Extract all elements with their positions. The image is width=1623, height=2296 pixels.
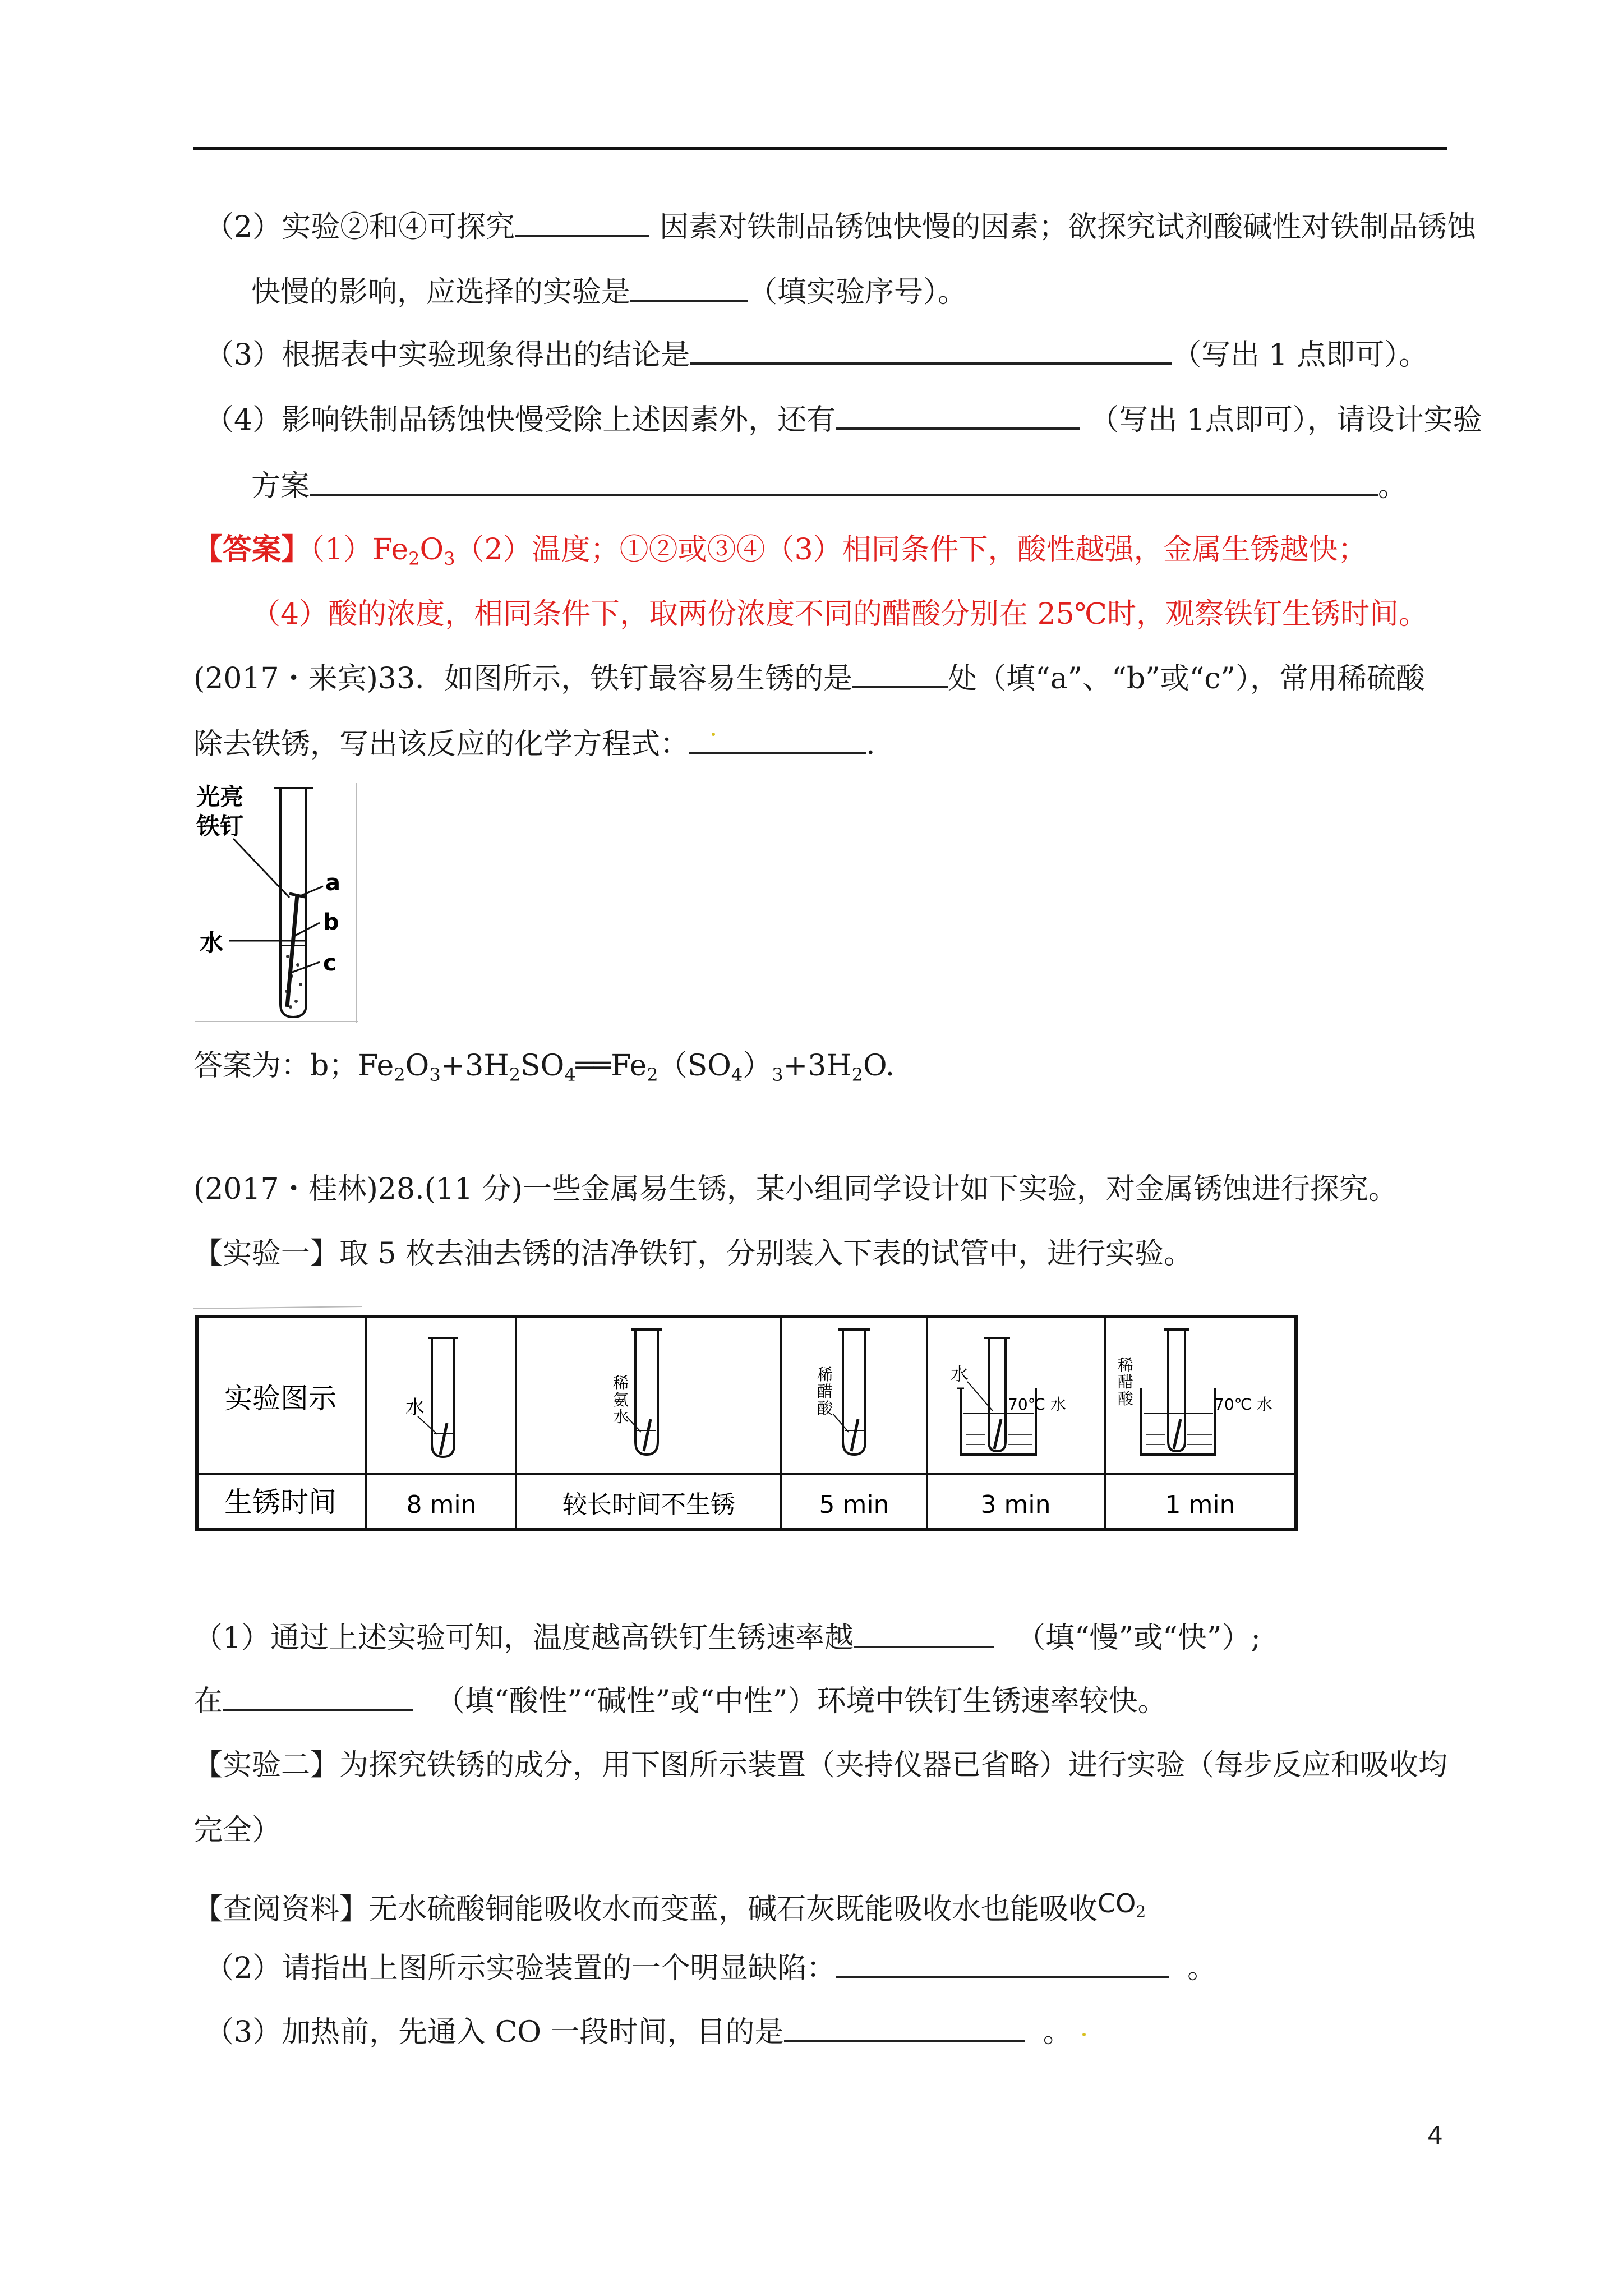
exp2-line2: 完全） [193,1814,282,1847]
laibin-line2: 除去铁锈，写出该反应的化学方程式： . [193,725,875,764]
speck [1082,2033,1086,2036]
answer-blank[interactable] [690,335,1172,365]
table-header-figures: 实验图示 [224,1382,336,1415]
answer-blank[interactable] [784,2013,1025,2042]
page-number: 4 [1427,2122,1443,2150]
table-header-time: 生锈时间 [224,1486,336,1519]
time-cell: 8 min [406,1490,477,1519]
guilin-q1-line2: 在 （填“酸性”“碱性”或“中性”）环境中铁钉生锈速率较快。 [193,1682,1167,1721]
svg-text:水: 水 [951,1363,969,1384]
svg-text:酸: 酸 [1118,1389,1134,1408]
label-nail: 铁钉 [196,812,244,840]
guilin-line1: (2017・桂林)28.(11 分)一些金属易生锈，某小组同学设计如下实验，对金属锈蚀进行探究。 [193,1172,1398,1206]
svg-text:稀: 稀 [613,1374,629,1392]
svg-text:水: 水 [613,1407,629,1426]
q2-line2: 快慢的影响，应选择的实验是 （填实验序号）。 [251,273,967,312]
label-water: 水 [200,929,224,956]
guilin-q1-line1: （1）通过上述实验可知，温度越高铁钉生锈速率越 （填“慢”或“快”）; [193,1618,1261,1658]
experiment-table [193,1304,1301,1540]
svg-text:水: 水 [405,1396,425,1419]
header-rule [193,147,1447,150]
svg-text:氨: 氨 [613,1391,629,1409]
speck [712,733,715,736]
answer-line1: 【答案】$(1)Fe_2O_3(2)$温度；①②或③④（3）相同条件下，酸性越强，金属生锈越快； [193,532,1367,569]
svg-text:醋: 醋 [1118,1373,1134,1391]
laibin-answer: 答案为：b；$Fe_2O_3+3H_2SO_4══Fe_2(SO_4)_3+3H_2O$. [193,1049,895,1085]
q4-line2: 方案 。 [251,467,1407,506]
answer-blank[interactable] [630,273,748,302]
label-c: c [323,950,336,976]
time-cell: 1 min [1165,1490,1235,1519]
answer-blank[interactable] [515,208,649,237]
svg-text:酸: 酸 [817,1399,833,1418]
laibin-line1: (2017・来宾)33．如图所示，铁钉最容易生锈的是 处（填“a”、“b”或“c”），常用稀硫酸 [193,659,1425,698]
svg-text:醋: 醋 [817,1382,833,1401]
answer-blank[interactable] [854,1619,994,1648]
guilin-q3-line: （3）加热前，先通入 CO 一段时间，目的是 。 [205,2013,1086,2052]
answer-blank[interactable] [836,1949,1169,1978]
guilin-q2-line: （2）请指出上图所示实验装置的一个明显缺陷： 。 [205,1949,1216,1988]
svg-text:稀: 稀 [1118,1356,1134,1374]
answer-blank[interactable] [310,467,1378,496]
time-cell: 5 min [819,1490,889,1519]
q4-line1: （4）影响铁制品锈蚀快慢受除上述因素外，还有 （写出 1点即可），请设计实验 [205,401,1482,440]
svg-text:70℃ 水: 70℃ 水 [1008,1395,1066,1414]
svg-text:稀: 稀 [817,1365,833,1384]
answer-blank[interactable] [836,401,1080,430]
reference-line: 【查阅资料】无水硫酸铜能吸收水而变蓝，碱石灰既能吸收水也能吸收CO2 [193,1888,1146,1926]
svg-text:70℃ 水: 70℃ 水 [1214,1395,1272,1414]
time-cell: 3 min [980,1490,1051,1519]
label-bright: 光亮 [196,783,244,811]
label-b: b [323,909,339,935]
answer-blank[interactable] [689,725,866,754]
answer-blank[interactable] [223,1682,413,1711]
guilin-exp1: 【实验一】取 5 枚去油去锈的洁净铁钉，分别装入下表的试管中，进行实验。 [193,1237,1193,1271]
q3-line: （3）根据表中实验现象得出的结论是 （写出 1 点即可）。 [205,335,1428,375]
test-tube-figure [195,783,358,1023]
answer-blank[interactable] [852,659,948,688]
label-a: a [325,870,340,896]
exp2-line1: 【实验二】为探究铁锈的成分，用下图所示装置（夹持仪器已省略）进行实验（每步反应和吸收均 [193,1749,1448,1782]
time-cell: 较长时间不生锈 [562,1490,735,1519]
q2-line1: （2）实验②和④可探究 因素对铁制品锈蚀快慢的因素；欲探究试剂酸碱性对铁制品锈蚀 [205,208,1476,247]
answer-line2: （4）酸的浓度，相同条件下，取两份浓度不同的醋酸分别在 25℃时，观察铁钉生锈时间。 [251,597,1428,631]
